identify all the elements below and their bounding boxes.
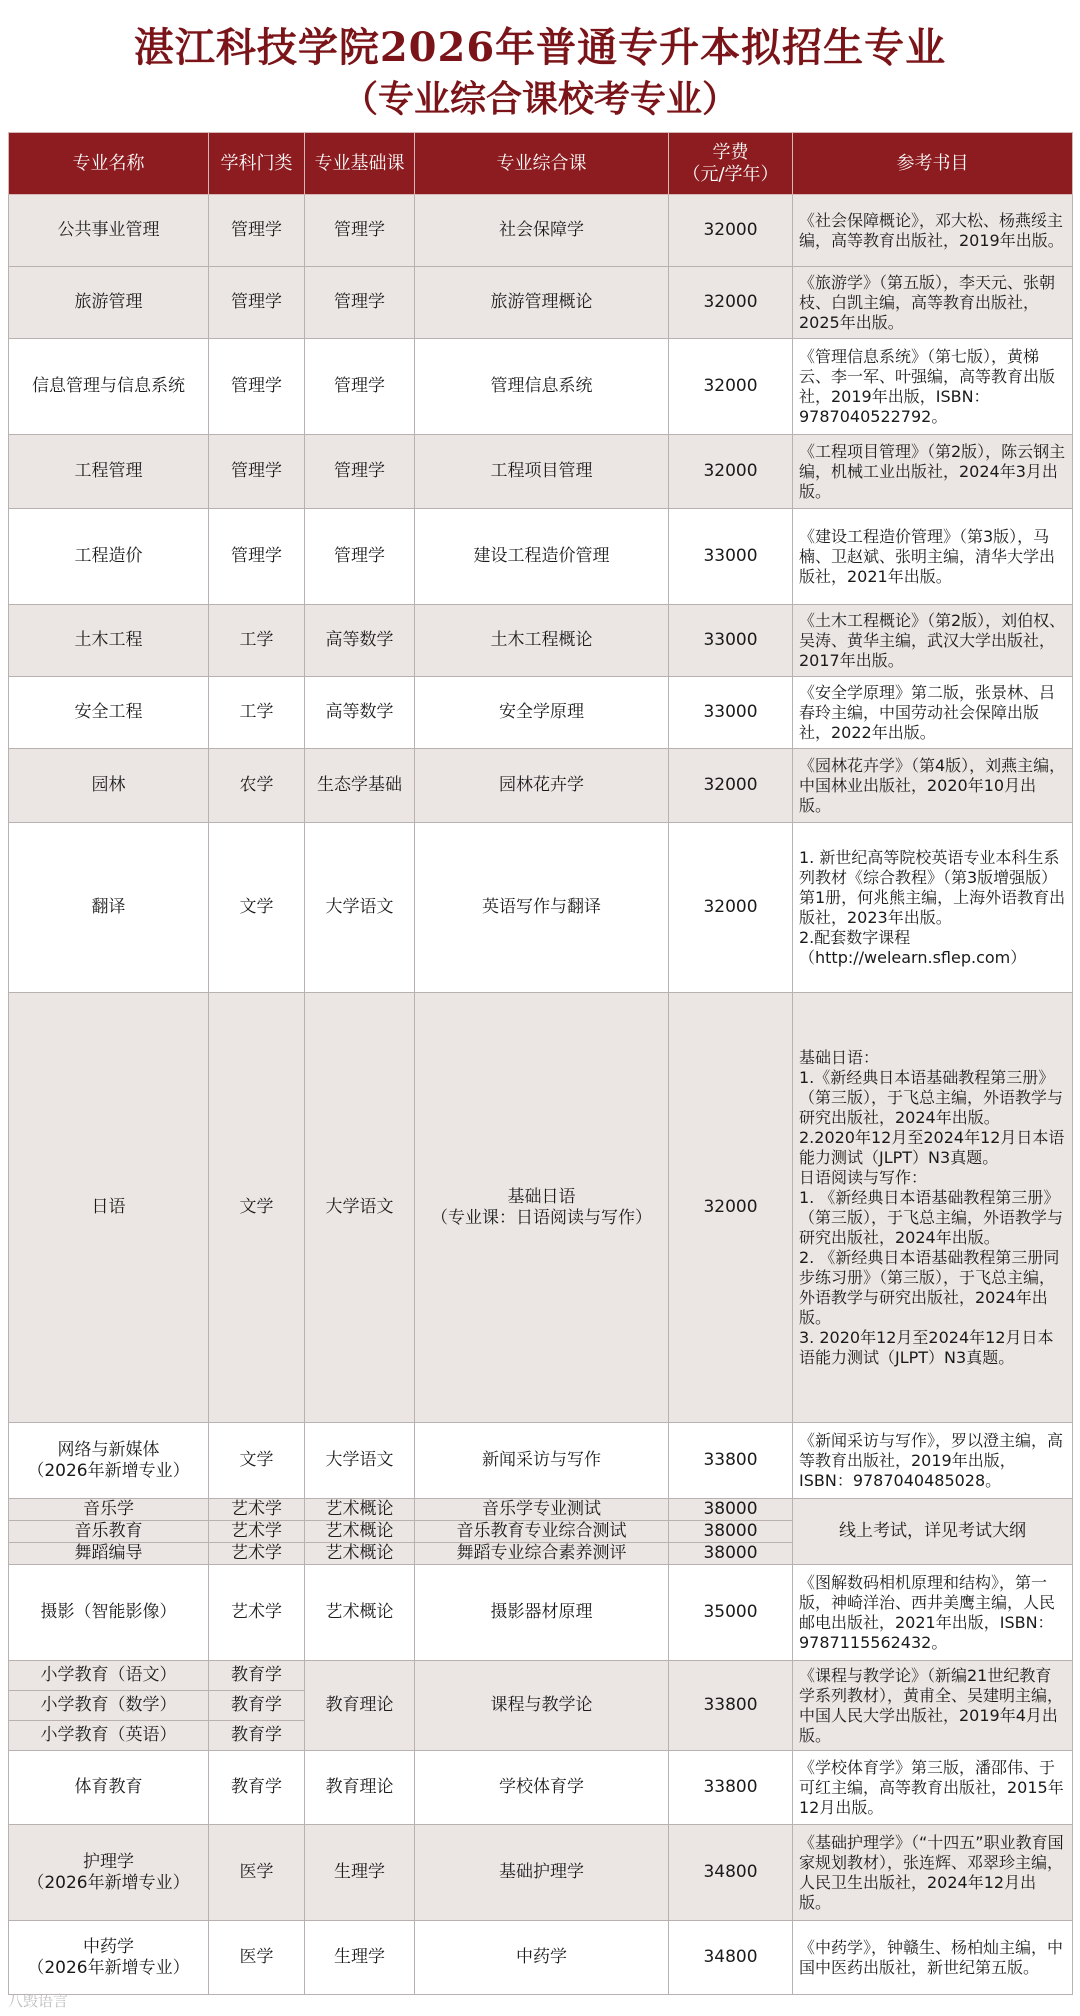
reference-books: 《社会保障概论》，邓大松、杨燕绥主编，高等教育出版社，2019年出版。	[793, 195, 1073, 267]
header-books: 参考书目	[793, 133, 1073, 195]
basic-course: 生理学	[305, 1921, 415, 1995]
header-fee-unit: （元/学年）	[682, 163, 779, 185]
header-fee	[669, 133, 793, 195]
category: 教育学	[209, 1751, 305, 1825]
basic-course: 高等数学	[305, 677, 415, 749]
comprehensive-course: 中药学	[415, 1921, 669, 1995]
major-name: 音乐学	[9, 1499, 209, 1521]
major-name: 舞蹈编导	[9, 1543, 209, 1565]
header-comprehensive-course: 专业综合课	[415, 133, 669, 195]
category: 艺术学	[209, 1543, 305, 1565]
reference-line: 2. 《新经典日本语基础教程第三册同步练习册》（第三版），于飞总主编，外语教学与研究出版社，2024年出版。	[799, 1247, 1060, 1327]
reference-line: 2.2020年12月至2024年12月日本语能力测试（JLPT）N3真题。	[799, 1127, 1065, 1167]
category: 医学	[209, 1921, 305, 1995]
basic-course: 生态学基础	[305, 749, 415, 823]
fee: 33000	[669, 605, 793, 677]
major-name-main: 网络与新媒体	[57, 1439, 160, 1460]
category: 农学	[209, 749, 305, 823]
comprehensive-course: 旅游管理概论	[415, 267, 669, 339]
reference-books: 《图解数码相机原理和结构》，第一版，神崎洋治、西井美鹰主编，人民邮电出版社，2021年出版，ISBN：9787115562432。	[793, 1565, 1073, 1661]
basic-course: 艺术概论	[305, 1565, 415, 1661]
major-name: 摄影（智能影像）	[9, 1565, 209, 1661]
category: 管理学	[209, 195, 305, 267]
table-row	[9, 1499, 1073, 1521]
basic-course: 管理学	[305, 267, 415, 339]
category: 艺术学	[209, 1499, 305, 1521]
reference-books: 《中药学》，钟赣生、杨柏灿主编，中国中医药出版社，新世纪第五版。	[793, 1921, 1073, 1995]
major-name: 园林	[9, 749, 209, 823]
basic-course: 教育理论	[305, 1751, 415, 1825]
header-category: 学科门类	[209, 133, 305, 195]
table-row	[9, 339, 1073, 435]
reference-books: 《园林花卉学》（第4版），刘燕主编，中国林业出版社，2020年10月出版。	[793, 749, 1073, 823]
comprehensive-course: 园林花卉学	[415, 749, 669, 823]
fee: 32000	[669, 993, 793, 1423]
table-row	[9, 823, 1073, 993]
category: 文学	[209, 823, 305, 993]
major-name-main: 中药学	[83, 1936, 134, 1957]
major-name: 日语	[9, 993, 209, 1423]
header-basic-course: 专业基础课	[305, 133, 415, 195]
page-title: 湛江科技学院2026年普通专升本拟招生专业	[133, 24, 947, 71]
table-row	[9, 605, 1073, 677]
category: 教育学	[209, 1661, 305, 1691]
fee: 32000	[669, 749, 793, 823]
category: 医学	[209, 1825, 305, 1921]
table-row	[9, 749, 1073, 823]
reference-books: 《建设工程造价管理》（第3版），马楠、卫赵斌、张明主编，清华大学出版社，2021年出版。	[793, 509, 1073, 605]
comprehensive-course-name: 基础日语	[507, 1186, 576, 1207]
basic-course: 管理学	[305, 339, 415, 435]
online-exam-note: 线上考试，详见考试大纲	[793, 1499, 1073, 1565]
comprehensive-course: 音乐学专业测试	[415, 1499, 669, 1521]
comprehensive-course: 管理信息系统	[415, 339, 669, 435]
basic-course: 管理学	[305, 435, 415, 509]
category: 教育学	[209, 1721, 305, 1751]
category: 管理学	[209, 509, 305, 605]
basic-course: 艺术概论	[305, 1543, 415, 1565]
comprehensive-course: 工程项目管理	[415, 435, 669, 509]
reference-books: 《学校体育学》第三版，潘邵伟、于可红主编，高等教育出版社，2015年12月出版。	[793, 1751, 1073, 1825]
reference-line: 3. 2020年12月至2024年12月日本语能力测试（JLPT）N3真题。	[799, 1327, 1054, 1367]
comprehensive-course: 舞蹈专业综合素养测评	[415, 1543, 669, 1565]
reference-line: 1.《新经典日本语基础教程第三册》（第三版），于飞总主编，外语教学与研究出版社，2024年出版。	[799, 1067, 1064, 1127]
fee: 33800	[669, 1751, 793, 1825]
comprehensive-course: 音乐教育专业综合测试	[415, 1521, 669, 1543]
major-name: 信息管理与信息系统	[9, 339, 209, 435]
major-name: 旅游管理	[9, 267, 209, 339]
table-row	[9, 1565, 1073, 1661]
category: 管理学	[209, 339, 305, 435]
comprehensive-course: 建设工程造价管理	[415, 509, 669, 605]
reference-books	[793, 823, 1073, 993]
comprehensive-course: 安全学原理	[415, 677, 669, 749]
reference-books	[793, 993, 1073, 1423]
page-subtitle: （专业综合课校考专业）	[341, 78, 738, 120]
major-name: 公共事业管理	[9, 195, 209, 267]
table-row	[9, 267, 1073, 339]
comprehensive-course: 新闻采访与写作	[415, 1423, 669, 1499]
majors-table	[8, 132, 1073, 1995]
reference-line: 1. 新世纪高等院校英语专业本科生系列教材《综合教程》（第3版增强版）第1册，何兆熊主编，上海外语教育出版社，2023年出版。	[799, 847, 1066, 927]
table-row	[9, 1921, 1073, 1995]
fee: 32000	[669, 435, 793, 509]
fee: 33800	[669, 1661, 793, 1751]
major-name: 小学教育（语文）	[9, 1661, 209, 1691]
comprehensive-course: 基础护理学	[415, 1825, 669, 1921]
reference-line: 基础日语：	[799, 1047, 880, 1067]
reference-line: 1. 《新经典日本语基础教程第三册》（第三版），于飞总主编，外语教学与研究出版社，2024年出版。	[799, 1187, 1064, 1247]
reference-books: 《土木工程概论》（第2版），刘伯权、吴涛、黄华主编，武汉大学出版社，2017年出版。	[793, 605, 1073, 677]
major-name: 体育教育	[9, 1751, 209, 1825]
reference-books: 《管理信息系统》（第七版），黄梯云、李一军、叶强编，高等教育出版社，2019年出版，ISBN：9787040522792。	[793, 339, 1073, 435]
comprehensive-course	[415, 993, 669, 1423]
basic-course: 艺术概论	[305, 1499, 415, 1521]
basic-course: 艺术概论	[305, 1521, 415, 1543]
header-major: 专业名称	[9, 133, 209, 195]
basic-course: 大学语文	[305, 993, 415, 1423]
major-name: 土木工程	[9, 605, 209, 677]
category: 教育学	[209, 1691, 305, 1721]
fee: 38000	[669, 1521, 793, 1543]
fee: 32000	[669, 267, 793, 339]
table-header-row	[9, 133, 1073, 195]
comprehensive-course: 社会保障学	[415, 195, 669, 267]
category: 文学	[209, 1423, 305, 1499]
basic-course: 高等数学	[305, 605, 415, 677]
major-name-main: 护理学	[83, 1851, 134, 1872]
fee: 33000	[669, 677, 793, 749]
fee: 33000	[669, 509, 793, 605]
category: 管理学	[209, 267, 305, 339]
new-major-note: （2026年新增专业）	[27, 1872, 190, 1893]
fee: 34800	[669, 1825, 793, 1921]
watermark: 八毁语言	[8, 1992, 69, 2010]
category: 工学	[209, 605, 305, 677]
table-row	[9, 1661, 1073, 1691]
comprehensive-course: 英语写作与翻译	[415, 823, 669, 993]
category: 管理学	[209, 435, 305, 509]
major-name: 音乐教育	[9, 1521, 209, 1543]
title-block	[0, 0, 1080, 132]
comprehensive-course-note: （专业课：日语阅读与写作）	[431, 1207, 652, 1228]
new-major-note: （2026年新增专业）	[27, 1460, 190, 1481]
basic-course: 生理学	[305, 1825, 415, 1921]
reference-books: 《课程与教学论》（新编21世纪教育学系列教材），黄甫全、吴建明主编，中国人民大学出版社，2019年4月出版。	[793, 1661, 1073, 1751]
reference-line: 2.配套数字课程	[799, 927, 911, 947]
header-fee-label: 学费	[712, 141, 749, 163]
reference-books: 《旅游学》（第五版），李天元、张朝枝、白凯主编，高等教育出版社，2025年出版。	[793, 267, 1073, 339]
table-row	[9, 1423, 1073, 1499]
table-row	[9, 677, 1073, 749]
basic-course: 大学语文	[305, 823, 415, 993]
category: 工学	[209, 677, 305, 749]
basic-course: 教育理论	[305, 1661, 415, 1751]
fee: 38000	[669, 1543, 793, 1565]
major-name	[9, 1825, 209, 1921]
major-name	[9, 1423, 209, 1499]
table-row	[9, 993, 1073, 1423]
table-row	[9, 1825, 1073, 1921]
major-name: 小学教育（数学）	[9, 1691, 209, 1721]
table-row	[9, 509, 1073, 605]
fee: 35000	[669, 1565, 793, 1661]
major-name: 工程管理	[9, 435, 209, 509]
reference-line: 日语阅读与写作：	[799, 1167, 928, 1187]
comprehensive-course: 土木工程概论	[415, 605, 669, 677]
table-row	[9, 435, 1073, 509]
basic-course: 大学语文	[305, 1423, 415, 1499]
comprehensive-course: 学校体育学	[415, 1751, 669, 1825]
reference-books: 《新闻采访与写作》，罗以澄主编，高等教育出版社，2019年出版，ISBN：9787040485028。	[793, 1423, 1073, 1499]
reference-books: 《工程项目管理》（第2版），陈云钢主编，机械工业出版社，2024年3月出版。	[793, 435, 1073, 509]
major-name: 小学教育（英语）	[9, 1721, 209, 1751]
major-name	[9, 1921, 209, 1995]
reference-books: 《基础护理学》（“十四五”职业教育国家规划教材），张连辉、邓翠珍主编，人民卫生出版社，2024年12月出版。	[793, 1825, 1073, 1921]
comprehensive-course: 摄影器材原理	[415, 1565, 669, 1661]
major-name: 翻译	[9, 823, 209, 993]
basic-course: 管理学	[305, 509, 415, 605]
fee: 32000	[669, 339, 793, 435]
major-name: 工程造价	[9, 509, 209, 605]
basic-course: 管理学	[305, 195, 415, 267]
category: 文学	[209, 993, 305, 1423]
category: 艺术学	[209, 1565, 305, 1661]
category: 艺术学	[209, 1521, 305, 1543]
fee: 32000	[669, 823, 793, 993]
table-row	[9, 1751, 1073, 1825]
table-row	[9, 195, 1073, 267]
major-name: 安全工程	[9, 677, 209, 749]
fee: 38000	[669, 1499, 793, 1521]
comprehensive-course: 课程与教学论	[415, 1661, 669, 1751]
reference-books: 《安全学原理》第二版，张景林、吕春玲主编，中国劳动社会保障出版社，2022年出版。	[793, 677, 1073, 749]
fee: 32000	[669, 195, 793, 267]
new-major-note: （2026年新增专业）	[27, 1957, 190, 1978]
fee: 33800	[669, 1423, 793, 1499]
reference-line: （http://welearn.sflep.com）	[799, 947, 1027, 967]
fee: 34800	[669, 1921, 793, 1995]
